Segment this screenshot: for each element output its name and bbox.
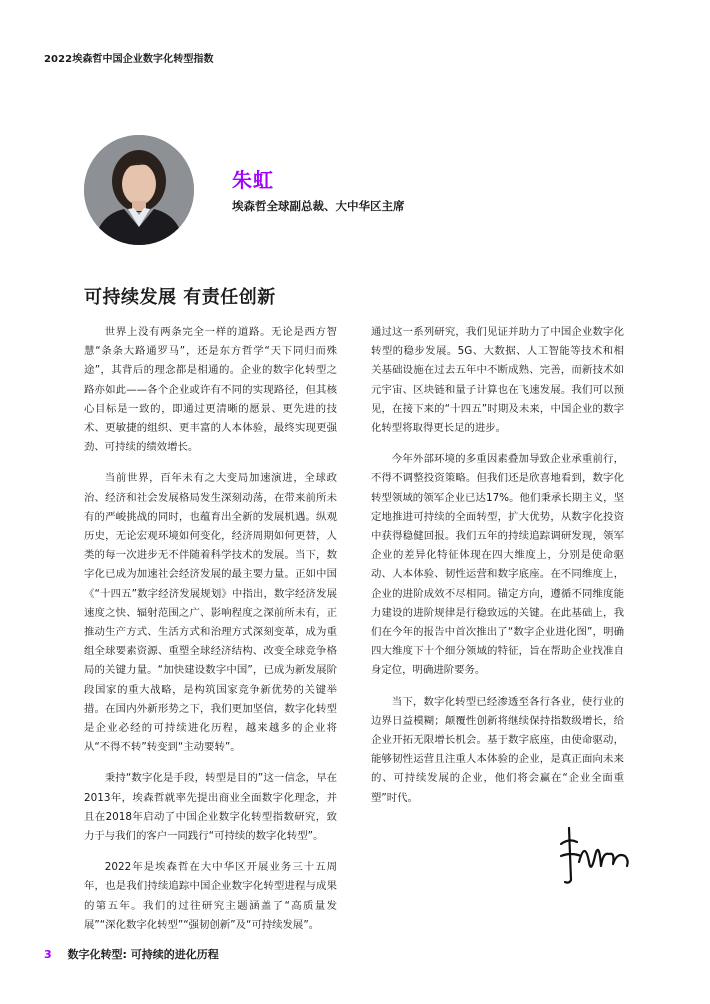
article-right-column — [371, 323, 624, 820]
handwritten-signature — [555, 822, 635, 888]
page-footer — [44, 946, 219, 962]
paragraph: 当前世界，百年未有之大变局加速演进，全球政治、经济和社会发展格局发生深刻动荡，在带来前所未有的严峻挑战的同时，也蕴育出全新的发展机遇。纵观历史，无论宏观环境如何变化，经济周期如何更替，人类的每一次进步无不伴随着科学技术的发展。当下，数字化已成为加速社会经济发展的最主要力量。正如中国《“十四五”数字经济发展规划》中指出，数字经济发展速度之快、辐射范围之广、影响程度之深前所未有，正推动生产方式、生活方式和治理方式深刻变革，成为重组全球要素资源、重塑全球经济结构、改变全球竞争格局的关键力量。“加快建设数字中国”，已成为新发展阶段国家的重大战略，是构筑国家竞争新优势的关键举措。在国内外新形势之下，我们更加坚信，数字化转型是企业必经的可持续进化历程，越来越多的企业将从“不得不转”转变到“主动要转”。 — [84, 472, 337, 754]
article-left-column — [84, 323, 337, 947]
paragraph: 2022年是埃森哲在大中华区开展业务三十五周年，也是我们持续追踪中国企业数字化转型进程与成果的第五年。我们的过往研究主题涵盖了“高质量发展”“深化数字化转型”“强韧创新”及“可持续发展”。 — [84, 861, 337, 931]
author-title: 埃森哲全球副总裁、大中华区主席 — [232, 199, 405, 213]
paragraph: 今年外部环境的多重因素叠加导致企业承重前行，不得不调整投资策略。但我们还是欣喜地看到，数字化转型领域的领军企业已达17%。他们秉承长期主义，坚定地推进可持续的全面转型，扩大优势，从数字化投资中获得稳健回报。我们五年的持续追踪调研发现，领军企业的差异化特征体现在四大维度上，分别是使命驱动、人本体验、韧性运营和数字底座。在不同维度上，企业的进阶成效不尽相同。锚定方向，遵循不同维度能力建设的进阶规律是行稳致远的关键。在此基础上，我们在今年的报告中首次推出了“数字企业进化图”，明确四大维度下十个细分领域的特征，旨在帮助企业找准自身定位，明确进阶要务。 — [371, 453, 624, 677]
paragraph: 秉持“数字化是手段，转型是目的”这一信念，早在2013年，埃森哲就率先提出商业全面数字化理念，并且在2018年启动了中国企业数字化转型指数研究，致力于与我们的客户一同践行“可持续的数字化转型”。 — [84, 772, 337, 843]
paragraph: 世界上没有两条完全一样的道路。无论是西方智慧“条条大路通罗马”，还是东方哲学“天下同归而殊途”，其背后的理念都是相通的。企业的数字化转型之路亦如此——各个企业或许有不同的实现路径，但其核心目标是一致的，即通过更清晰的愿景、更先进的技术、更敏捷的组织、更丰富的人本体验，最终实现更强劲、可持续的绩效增长。 — [84, 326, 337, 454]
paragraph: 当下，数字化转型已经渗透至各行各业，使行业的边界日益模糊；颠覆性创新将继续保持指数级增长，给企业开拓无限增长机会。基于数字底座，由使命驱动，能够韧性运营且注重人本体验的企业，是真正面向未来的、可持续发展的企业，他们将会赢在“企业全面重塑”时代。 — [371, 695, 624, 804]
page-number: 3 — [44, 948, 52, 961]
publication-title: 数字化转型: 可持续的进化历程 — [67, 948, 219, 961]
author-name: 朱虹 — [232, 168, 274, 192]
author-portrait — [84, 135, 194, 245]
paragraph-continuation: 通过这一系列研究，我们见证并助力了中国企业数字化转型的稳步发展。5G、大数据、人工智能等技术和相关基础设施在过去五年中不断成熟、完善，而新技术如元宇宙、区块链和量子计算也在飞速发展。我们可以预见，在接下来的“十四五”时期及未来，中国企业的数字化转型将取得更长足的进步。 — [371, 326, 624, 435]
running-header: 2022埃森哲中国企业数字化转型指数 — [44, 54, 214, 65]
article-headline: 可持续发展 有责任创新 — [84, 287, 276, 308]
